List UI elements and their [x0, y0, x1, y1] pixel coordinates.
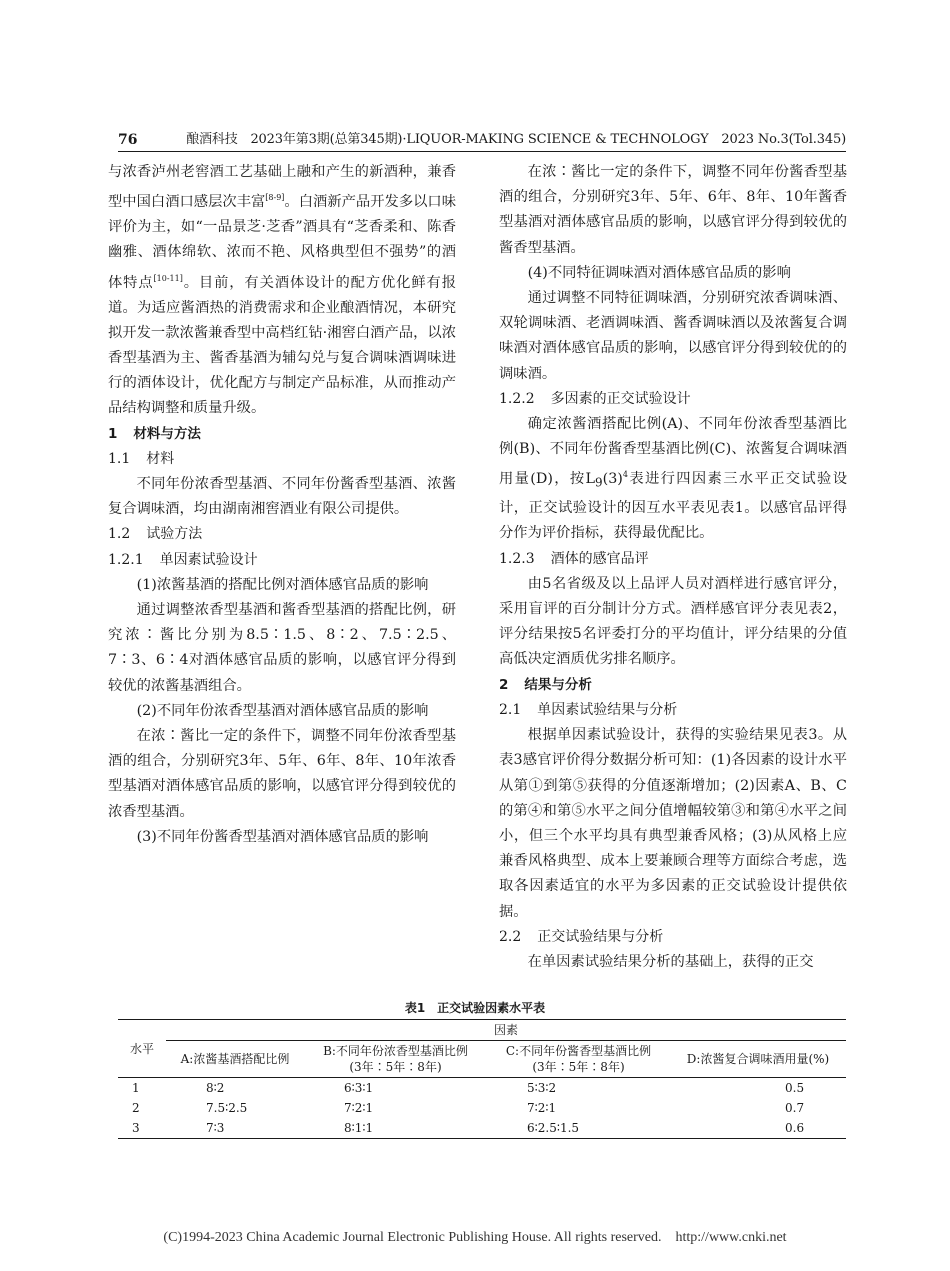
page-number: 76 — [118, 132, 138, 148]
running-header — [118, 129, 846, 152]
table-row — [118, 1118, 846, 1139]
subsection-heading: 2.2 正交试验结果与分析 — [499, 928, 664, 945]
cell-b: 8∶1∶1 — [304, 1118, 487, 1139]
column-header-a: A:浓酱基酒搭配比例 — [166, 1041, 304, 1078]
cell-d: 0.5 — [785, 1081, 805, 1095]
subsubsection-heading: 1.2.1 单因素试验设计 — [108, 551, 258, 568]
level-header: 水平 — [118, 1020, 166, 1078]
cell-b: 7∶2∶1 — [344, 1101, 374, 1115]
item-paragraph: 在浓∶酱比一定的条件下，调整不同年份酱香型基酒的组合，分别研究3年、5年、6年、8年、10年酱香型基酒对酒体感官品质的影响，以感官评分得到较优的酱香型基酒。 — [499, 164, 847, 256]
citation[interactable]: [8-9] — [265, 193, 285, 203]
item-title: (1)浓酱基酒的搭配比例对酒体感官品质的影响 — [136, 576, 429, 593]
results-paragraph: 在单因素试验结果分析的基础上，获得的正交 — [527, 953, 814, 970]
results-paragraph: 根据单因素试验设计，获得的实验结果见表3。从表3感官评价得分数据分析可知：(1)各因素的设计水平从第①到第⑤获得的分值逐渐增加；(2)因素A、B、C的第④和第⑤水平之间分值增幅较第③和第④水平之间小，但三个水平均具有典型兼香风格；(3)从风格上应兼香风格典型、成本上要兼顾合理等方面综合考虑，选取各因素适宜的水平为多因素的正交试验设计提供依据。 — [499, 727, 847, 920]
item-paragraph: 通过调整浓香型基酒和酱香型基酒的搭配比例，研究浓∶酱比分别为8.5∶1.5、8∶2、7.5∶2.5、7∶3、6∶4对酒体感官品质的影响，以感官评分得到较优的浓酱基酒组合。 — [108, 601, 456, 694]
subsection-heading: 1.2 试验方法 — [108, 526, 203, 543]
subsection-heading: 2.1 单因素试验结果与分析 — [499, 701, 678, 718]
copyright-footer: (C)1994-2023 China Academic Journal Electronic Publishing House. All rights reserved. http://www.cnki.net — [163, 1230, 787, 1245]
cell-d: 0.6 — [670, 1118, 846, 1139]
table-row — [118, 1078, 846, 1099]
table-caption: 表1 正交试验因素水平表 — [404, 1001, 546, 1015]
journal-line: 酿酒科技 2023年第3期(总第345期)·LIQUOR-MAKING SCIENCE & TECHNOLOGY 2023 No.3(Tol.345) — [186, 132, 846, 147]
item-paragraph: 通过调整不同特征调味酒，分别研究浓香调味酒、双轮调味酒、老酒调味酒、酱香调味酒以及浓酱复合调味酒对酒体感官品质的影响，以感官评分得到较优的的调味酒。 — [499, 290, 847, 382]
cell-c: 5∶3∶2 — [527, 1081, 557, 1095]
item-title: (4)不同特征调味酒对酒体感官品质的影响 — [527, 264, 791, 281]
citation[interactable]: [10-11] — [153, 273, 183, 283]
sensory-paragraph: 由5名省级及以上品评人员对酒样进行感官评分，采用盲评的百分制计分方式。酒样感官评分表见表2，评分结果按5名评委打分的平均值计，评分结果的分值高低决定酒质优劣排名顺序。 — [499, 575, 847, 668]
level-cell: 1 — [132, 1081, 140, 1095]
cell-a: 8∶2 — [206, 1081, 225, 1095]
level-cell: 3 — [118, 1118, 166, 1139]
subsubsection-heading: 1.2.2 多因素的正交试验设计 — [499, 390, 691, 407]
right-column — [499, 160, 847, 975]
orthogonal-paragraph: 确定浓酱酒搭配比例(A)、不同年份浓香型基酒比例(B)、不同年份酱香型基酒比例(C)、浓酱复合调味酒用量(D)，按$L_9(3)^4$表进行四因素三水平正交试验设计，正交试验设计的因互水平表见表1。以感官品评得分作为评价指标，获得最优配比。 — [499, 416, 847, 542]
table-row — [118, 1098, 846, 1118]
cell-c: 6∶2.5∶1.5 — [487, 1118, 670, 1139]
cell-d: 0.7 — [785, 1101, 805, 1115]
column-header-d: D:浓酱复合调味酒用量(%) — [670, 1041, 846, 1078]
table-1 — [118, 1019, 846, 1139]
intro-paragraph: 与浓香泸州老窖酒工艺基础上融和产生的新酒种，兼香型中国白酒口感层次丰富[8-9]。白酒新产品开发多以口味评价为主，如“一品景芝·芝香”酒具有“芝香柔和、陈香幽雅、酒体绵软、浓而不艳、风格典型但不强势”的酒体特点[10-11]。目前，有关酒体设计的配方优化鲜有报道。为适应酱酒热的消费需求和企业酿酒情况，本研究拟开发一款浓酱兼香型中高档红钻·湘窖白酒产品，以浓香型基酒为主、酱香基酒为辅勾兑与复合调味酒调味进行的酒体设计，优化配方与制定产品标准，从而推动产品结构调整和质量升级。 — [108, 164, 457, 417]
item-paragraph: 在浓∶酱比一定的条件下，调整不同年份浓香型基酒的组合，分别研究3年、5年、6年、8年、10年浓香型基酒对酒体感官品质的影响，以感官评分得到较优的浓香型基酒。 — [108, 728, 456, 820]
section-heading: 1 材料与方法 — [108, 425, 201, 442]
left-column — [108, 160, 456, 850]
cell-a: 7∶3 — [166, 1118, 304, 1139]
subsubsection-heading: 1.2.3 酒体的感官品评 — [499, 550, 649, 567]
materials-paragraph: 不同年份浓香型基酒、不同年份酱香型基酒、浓酱复合调味酒，均由湖南湘窖酒业有限公司提供。 — [108, 475, 456, 518]
cell-c: 7∶2∶1 — [527, 1101, 557, 1115]
subsection-heading: 1.1 材料 — [108, 450, 175, 467]
column-header-c: C:不同年份酱香型基酒比例 (3年∶5年∶8年) — [487, 1041, 670, 1078]
factors-header: 因素 — [166, 1020, 846, 1041]
item-title: (3)不同年份酱香型基酒对酒体感官品质的影响 — [136, 828, 429, 845]
cell-b: 6∶3∶1 — [344, 1081, 374, 1095]
level-cell: 2 — [132, 1101, 140, 1115]
column-header-b: B:不同年份浓香型基酒比例 (3年∶5年∶8年) — [304, 1041, 487, 1078]
cell-a: 7.5∶2.5 — [206, 1101, 248, 1115]
section-heading: 2 结果与分析 — [499, 676, 592, 693]
item-title: (2)不同年份浓香型基酒对酒体感官品质的影响 — [136, 702, 429, 719]
